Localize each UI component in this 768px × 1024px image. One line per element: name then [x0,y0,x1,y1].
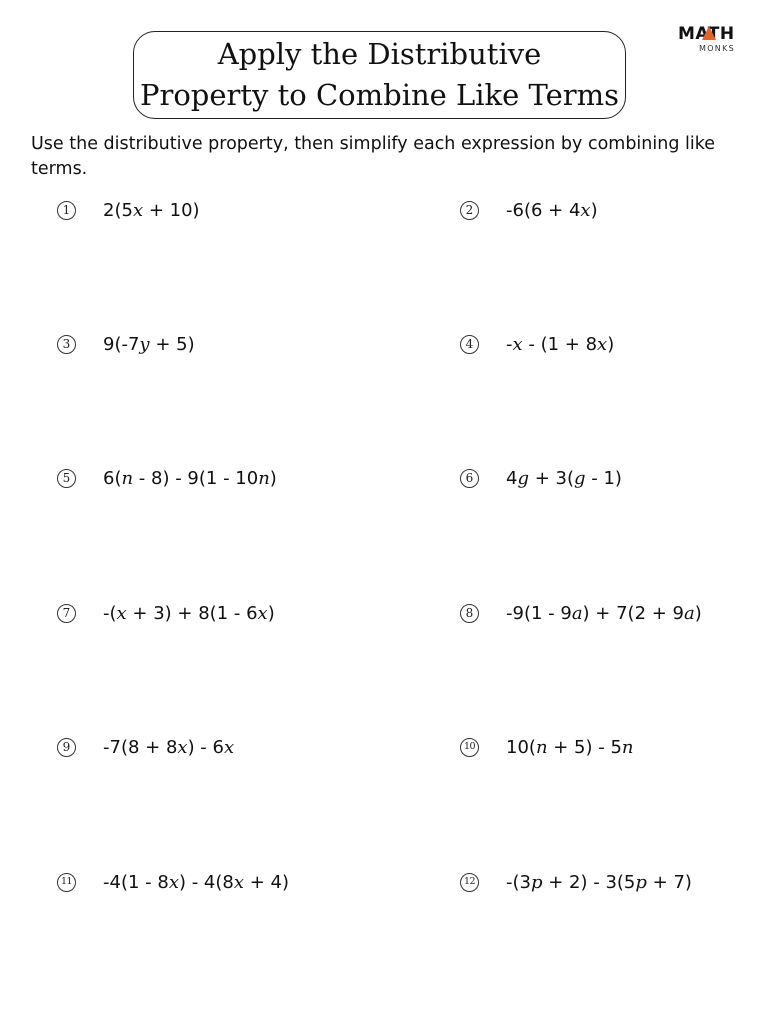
problem-expression-10: 10(n + 5) - 5n [506,736,634,758]
problem-11 [57,870,289,894]
problem-6 [460,466,622,490]
problem-8 [460,601,702,625]
worksheet-title [133,31,626,119]
logo-math-text: MATH [678,24,735,44]
problem-2 [460,198,598,222]
problem-expression-4: -x - (1 + 8x) [506,333,615,355]
problem-number-7: 7 [57,604,76,623]
problem-12 [460,870,692,894]
logo-triangle-icon [702,26,716,40]
problem-number-12: 12 [460,873,479,892]
problem-1 [57,198,200,222]
problem-4 [460,332,614,356]
problem-number-5: 5 [57,469,76,488]
problem-number-11: 11 [57,873,76,892]
problem-number-4: 4 [460,335,479,354]
problem-number-8: 8 [460,604,479,623]
problem-expression-9: -7(8 + 8x) - 6x [103,736,235,758]
problem-9 [57,735,234,759]
problem-5 [57,466,277,490]
title-line-1: Apply the Distributive [217,37,542,71]
problem-expression-7: -(x + 3) + 8(1 - 6x) [103,602,275,624]
problem-number-3: 3 [57,335,76,354]
problem-3 [57,332,195,356]
instructions: Use the distributive property, then simplify each expression by combining like terms. [31,134,716,179]
math-monks-logo [678,24,742,54]
problem-number-2: 2 [460,201,479,220]
problem-number-10: 10 [460,738,479,757]
problem-expression-5: 6(n - 8) - 9(1 - 10n) [103,467,277,489]
problem-expression-11: -4(1 - 8x) - 4(8x + 4) [103,871,290,893]
problem-expression-6: 4g + 3(g - 1) [506,467,622,489]
problem-expression-3: 9(-7y + 5) [103,333,195,355]
title-line-2: Property to Combine Like Terms [139,78,620,112]
problem-number-9: 9 [57,738,76,757]
logo-monks-text: MONKS [699,44,736,53]
problem-7 [57,601,275,625]
problem-expression-12: -(3p + 2) - 3(5p + 7) [506,871,692,893]
problem-expression-2: -6(6 + 4x) [506,199,598,221]
problem-expression-8: -9(1 - 9a) + 7(2 + 9a) [506,602,702,624]
problem-10 [460,735,634,759]
problem-expression-1: 2(5x + 10) [103,199,200,221]
problem-number-1: 1 [57,201,76,220]
problem-number-6: 6 [460,469,479,488]
